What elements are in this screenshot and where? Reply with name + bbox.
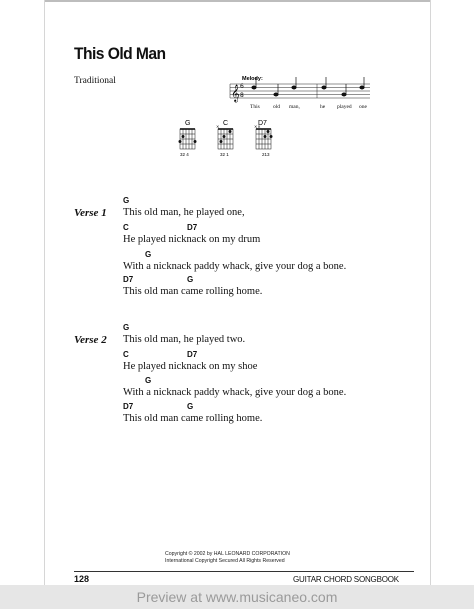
copyright-notice bbox=[165, 551, 315, 564]
verse-2-label: Verse 2 bbox=[74, 334, 107, 346]
svg-text:8: 8 bbox=[240, 92, 244, 99]
melody-lyric: one bbox=[359, 104, 367, 110]
page-border-top bbox=[44, 0, 430, 2]
chord-row bbox=[123, 250, 346, 261]
time-signature: 6 bbox=[240, 83, 244, 90]
preview-banner-link[interactable]: Preview at www.musicaneo.com bbox=[136, 589, 338, 605]
svg-text:××: ×× bbox=[254, 124, 261, 129]
chord-row bbox=[123, 196, 245, 207]
page-border-right bbox=[430, 0, 431, 585]
chord-symbol: G bbox=[145, 376, 152, 385]
chord-row bbox=[123, 376, 346, 387]
song-title: This Old Man bbox=[74, 44, 166, 63]
chord-symbol: G bbox=[123, 323, 130, 332]
svg-text:G: G bbox=[185, 120, 191, 127]
lyric-line bbox=[123, 402, 262, 425]
melody-lyric: This bbox=[250, 104, 260, 110]
chord-symbol: D7 bbox=[187, 350, 198, 359]
chord-symbol: C bbox=[123, 350, 129, 359]
svg-text:213: 213 bbox=[262, 152, 270, 157]
svg-text:C: C bbox=[223, 120, 229, 127]
verse-1-label: Verse 1 bbox=[74, 207, 107, 219]
melody-staff bbox=[228, 71, 388, 119]
svg-text:D7: D7 bbox=[258, 120, 267, 127]
lyric-text: This old man, he played two. bbox=[123, 334, 246, 345]
book-title: GUITAR CHORD SONGBOOK bbox=[293, 575, 399, 584]
chord-diagram-d7 bbox=[254, 120, 273, 157]
chord-symbol: C bbox=[123, 223, 129, 232]
lyric-text: He played nicknack on my shoe bbox=[123, 361, 258, 372]
composer-credit: Traditional bbox=[74, 76, 116, 86]
chord-diagram-g bbox=[179, 120, 197, 157]
chord-row bbox=[123, 350, 257, 361]
lyric-text: With a nicknack paddy whack, give your dog a bone. bbox=[123, 387, 347, 398]
lyric-line bbox=[123, 275, 262, 298]
melody-lyric: played bbox=[337, 104, 352, 110]
lyric-text: He played nicknack on my drum bbox=[123, 234, 261, 245]
chord-row bbox=[123, 323, 245, 334]
chord-symbol: G bbox=[187, 402, 194, 411]
melody-lyric: man, bbox=[289, 104, 300, 110]
chord-symbol: G bbox=[123, 196, 130, 205]
chord-row bbox=[123, 402, 262, 413]
page-number: 128 bbox=[74, 574, 90, 584]
melody-lyric: old bbox=[273, 104, 281, 110]
svg-text:32 1: 32 1 bbox=[220, 152, 229, 157]
lyric-text: This old man came rolling home. bbox=[123, 413, 263, 424]
svg-text:×: × bbox=[216, 124, 220, 129]
svg-text:32 4: 32 4 bbox=[180, 152, 189, 157]
melody-label: Melody: bbox=[242, 76, 263, 82]
chord-row bbox=[123, 275, 262, 286]
lyric-line bbox=[123, 323, 245, 346]
footer-divider bbox=[74, 571, 414, 572]
lyric-text: This old man came rolling home. bbox=[123, 286, 263, 297]
copyright-line: International Copyright Secured All Rights Reserved bbox=[165, 557, 285, 564]
copyright-line: Copyright © 2002 by HAL LEONARD CORPORATION bbox=[165, 551, 290, 557]
chord-symbol: D7 bbox=[123, 275, 134, 284]
chord-symbol: D7 bbox=[123, 402, 134, 411]
chord-symbol: G bbox=[187, 275, 194, 284]
lyric-line bbox=[123, 376, 346, 399]
chord-diagram-c bbox=[216, 120, 233, 157]
chord-row bbox=[123, 223, 260, 234]
lyric-line bbox=[123, 223, 260, 246]
lyric-line bbox=[123, 350, 257, 373]
page-border-left bbox=[44, 0, 45, 585]
treble-clef-icon: 𝄞 bbox=[231, 84, 240, 102]
lyric-text: This old man, he played one, bbox=[123, 207, 245, 218]
lyric-line bbox=[123, 196, 245, 219]
lyric-text: With a nicknack paddy whack, give your dog a bone. bbox=[123, 261, 347, 272]
chord-symbol: G bbox=[145, 250, 152, 259]
lyric-line bbox=[123, 250, 346, 273]
melody-lyric: he bbox=[320, 104, 326, 110]
chord-symbol: D7 bbox=[187, 223, 198, 232]
chord-diagrams bbox=[178, 118, 288, 162]
